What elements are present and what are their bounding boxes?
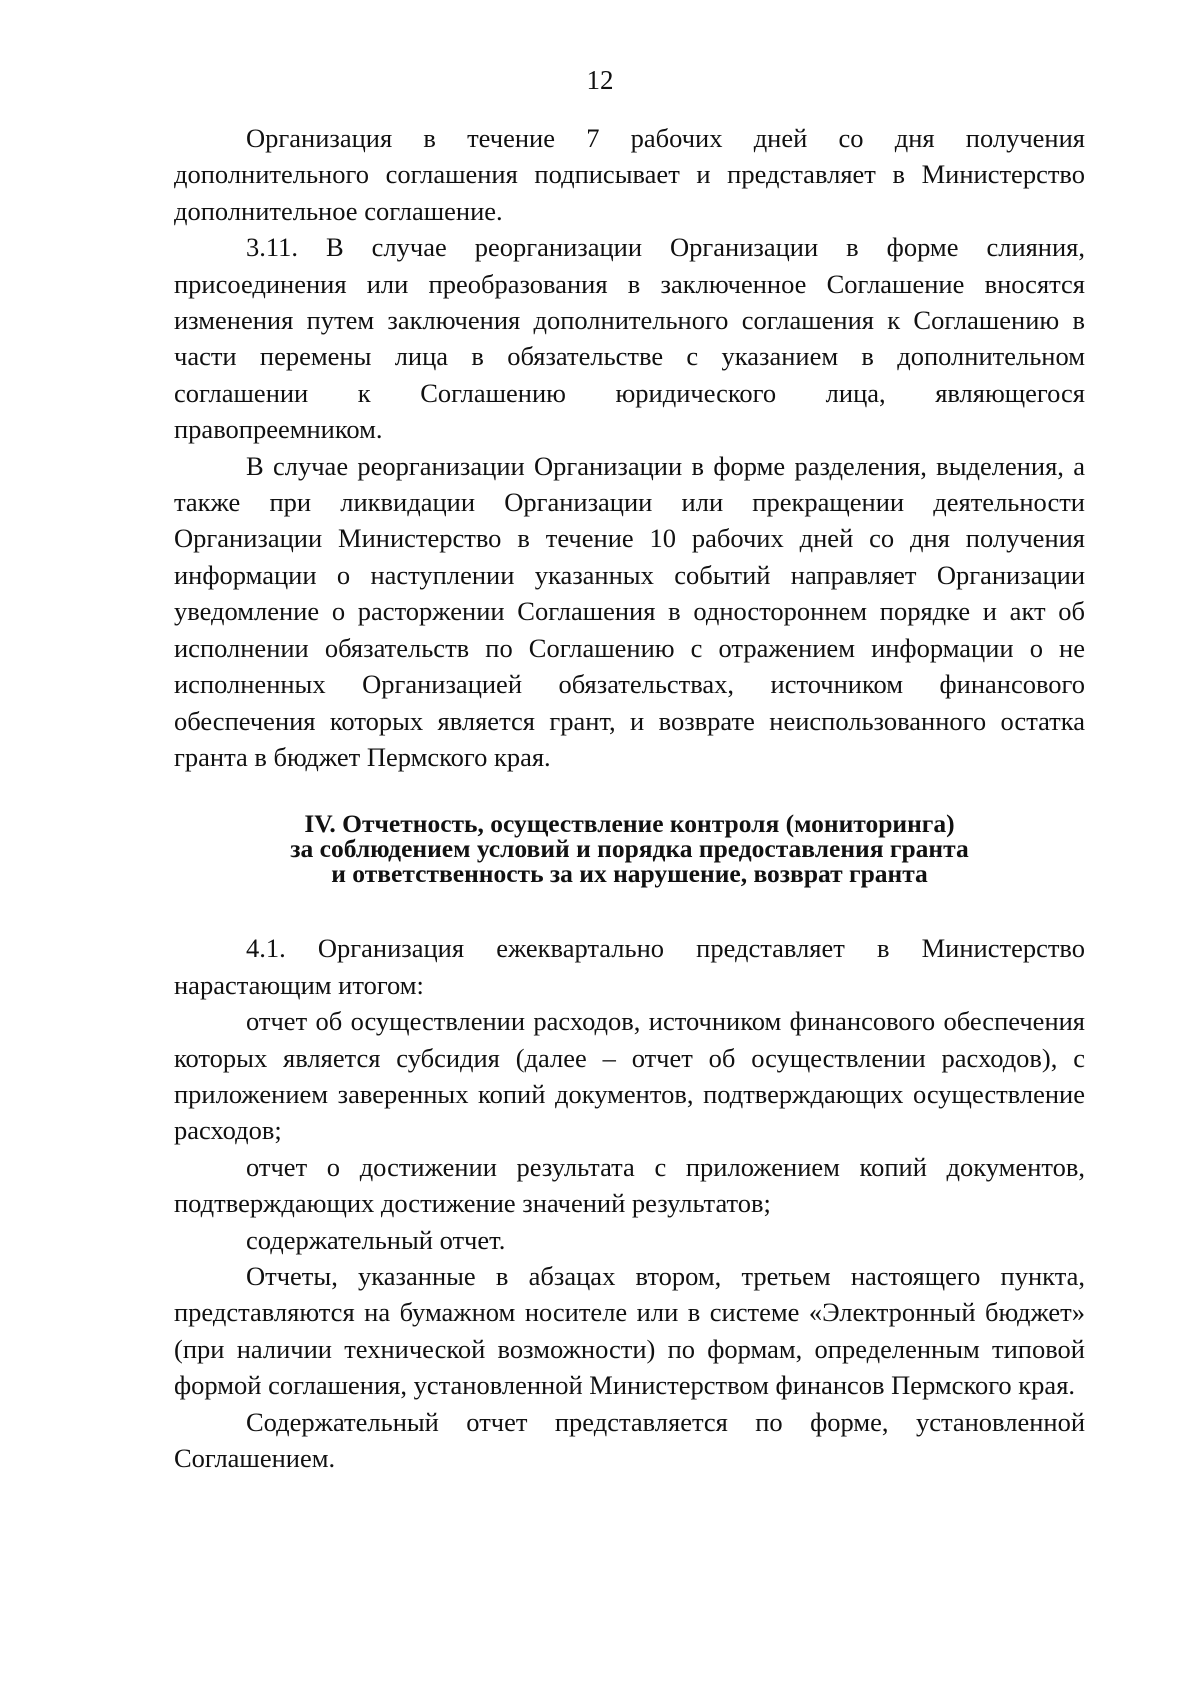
paragraph-supplementary-agreement: Организация в течение 7 рабочих дней со дня получения дополнительного соглашения подписывает и представляет в Министерство дополнительное соглашение. [174,123,1085,226]
spacer [174,775,1085,811]
paragraph-clause-4-1: 4.1. Организация ежеквартально представляет в Министерство нарастающим итогом: [174,933,1085,1000]
paragraph-reorganization-division: В случае реорганизации Организации в форме разделения, выделения, а также при ликвидации Организации или прекращении деятельности Организации Министерство в течение 10 рабочих дней со дня получения информации о наступлении указанных событий направляет Организации уведомление о расторжении Соглашения в одностороннем порядке и акт об исполнении обязательств по Соглашению с отражением информации о не исполненных Организацией обязательствах, источником финансового обеспечения которых является грант, и возврате неиспользованного остатка гранта в бюджет Пермского края. [174,450,1085,772]
paragraph-result-report: отчет о достижении результата с приложением копий документов, подтверждающих достижение значений результатов; [174,1151,1085,1219]
section-heading-line: IV. Отчетность, осуществление контроля (мониторинга) [304,809,955,839]
paragraph-clause-3-11: 3.11. В случае реорганизации Организации в форме слияния, присоединения или преобразования в заключенное Соглашение вносятся изменения путем заключения дополнительного соглашения к Соглашению в части перемены лица в обязательстве с указанием в дополнительном соглашении к Соглашению юридического лица, являющегося правопреемником. [174,232,1085,445]
section-heading-line: за соблюдением условий и порядка предоставления гранта [290,834,969,864]
paragraph-content-report: содержательный отчет. [246,1224,506,1255]
paragraph-content-report-form: Содержательный отчет представляется по форме, установленной Соглашением. [174,1406,1085,1473]
spacer [174,886,1085,930]
section-heading-line: и ответственность за их нарушение, возврат гранта [331,859,928,889]
document-body [174,120,1085,1476]
section-heading-iv [174,809,1085,889]
paragraph-expense-report: отчет об осуществлении расходов, источником финансового обеспечения которых является субсидия (далее – отчет об осуществлении расходов), с приложением заверенных копий документов, подтверждающих осуществление расходов; [174,1006,1085,1146]
paragraph-report-forms: Отчеты, указанные в абзацах втором, третьем настоящего пункта, представляются на бумажном носителе или в системе «Электронный бюджет» (при наличии технической возможности) по формам, определенным типовой формой соглашения, установленной Министерством финансов Пермского края. [174,1260,1085,1401]
page-number: 12 [586,65,614,95]
